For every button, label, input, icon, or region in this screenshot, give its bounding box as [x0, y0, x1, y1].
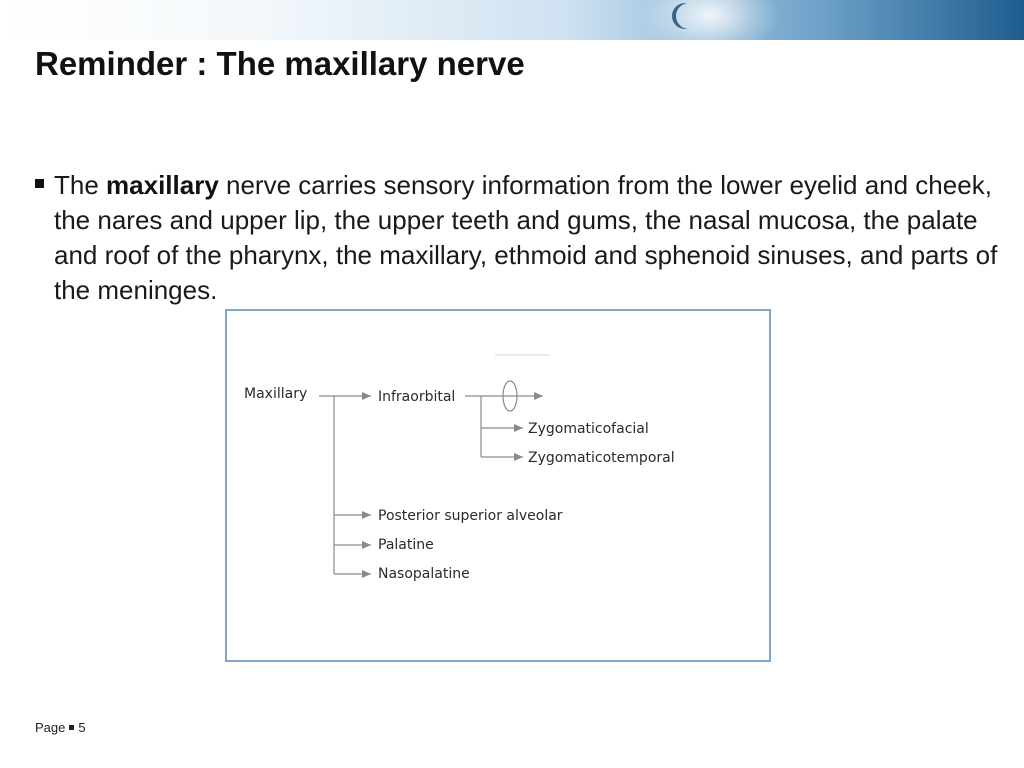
bullet-square-icon: [35, 179, 44, 188]
node-nasopalatine: Nasopalatine: [378, 566, 470, 582]
node-palatine: Palatine: [378, 537, 434, 553]
bullet-text: [54, 168, 1005, 308]
nerve-branch-diagram: [225, 309, 771, 662]
bullet-bold-term: maxillary: [106, 170, 219, 200]
bullet-item: [35, 168, 1005, 308]
page-title: Reminder : The maxillary nerve: [35, 45, 525, 82]
node-posterior-superior-alveolar: Posterior superior alveolar: [378, 508, 563, 524]
bullet-lead: The: [54, 170, 107, 200]
node-zygomaticotemporal: Zygomaticotemporal: [528, 450, 675, 466]
footer-separator-icon: [69, 725, 74, 730]
diagram-svg: [227, 311, 769, 660]
banner-crescent-icon: [676, 3, 702, 29]
node-zygomaticofacial: Zygomaticofacial: [528, 421, 649, 437]
node-infraorbital: Infraorbital: [378, 389, 456, 405]
banner-glow: [640, 0, 780, 40]
page-label: Page: [35, 720, 66, 735]
node-maxillary: Maxillary: [244, 386, 308, 402]
page-number: 5: [78, 720, 86, 735]
bullet-rest: nerve carries sensory information from the lower eyelid and cheek, the nares and upper lip, the upper teeth and gums, the nasal mucosa, the palate and roof of the pharynx, the maxillary, ethmoid and sphenoid sinuses, and parts of the meninges.: [54, 170, 998, 305]
top-banner: [0, 0, 1024, 40]
page-number-footer: [35, 720, 86, 735]
